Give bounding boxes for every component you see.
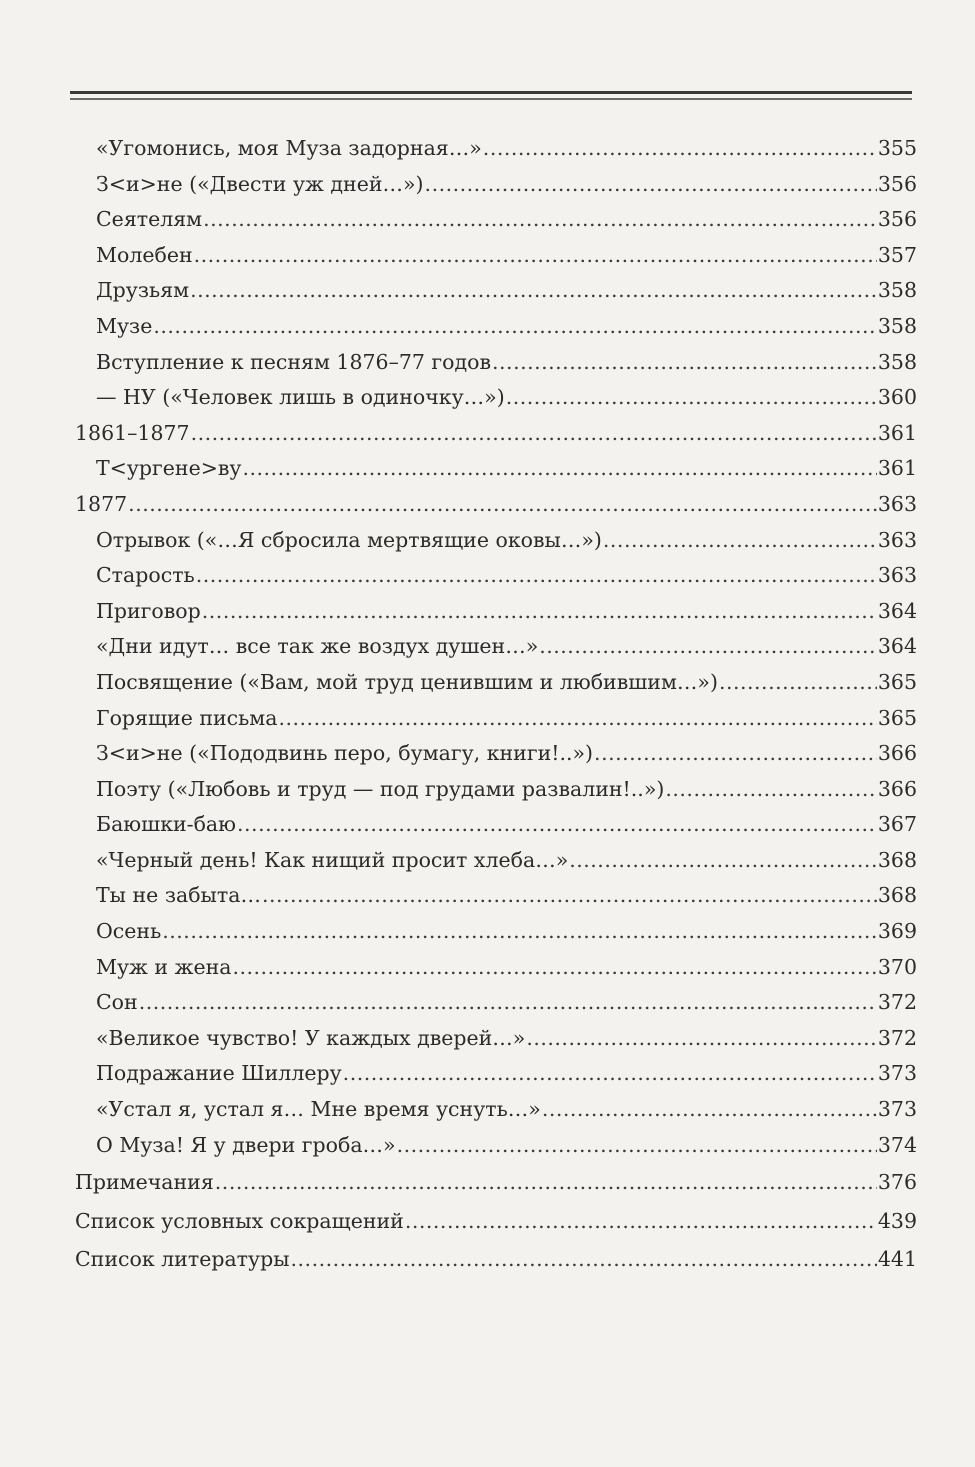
toc-entry-7 (72, 380, 917, 416)
toc-entry-14 (72, 629, 917, 665)
toc-leader-dots (603, 523, 877, 559)
toc-leader-dots (405, 1202, 877, 1241)
table-of-contents (72, 131, 917, 1279)
toc-entry-page: 372 (877, 990, 917, 1015)
toc-entry-page: 365 (877, 669, 917, 694)
toc-entry-19 (72, 807, 917, 843)
toc-leader-dots (196, 558, 877, 594)
toc-entry-page: 356 (877, 207, 917, 232)
toc-entry-title: «Дни идут… все так же воздух душен…» (96, 634, 539, 659)
toc-entry-18 (72, 772, 917, 808)
toc-entry-25 (72, 1021, 917, 1057)
toc-entry-page: 367 (877, 812, 917, 837)
toc-entry-21 (72, 878, 917, 914)
toc-entry-title: Список условных сокращений (75, 1208, 404, 1233)
toc-entry-title: Сон (96, 990, 138, 1015)
toc-leader-dots (202, 594, 877, 630)
toc-leader-dots (153, 309, 876, 345)
toc-entry-title: «Великое чувство! У каждых дверей…» (96, 1025, 526, 1050)
toc-entry-page: 358 (877, 349, 917, 374)
toc-entry-title: Список литературы (75, 1247, 290, 1272)
toc-entry-page: 374 (877, 1132, 917, 1157)
toc-entry-0 (72, 131, 917, 167)
toc-leader-dots (194, 238, 877, 274)
toc-leader-dots (232, 950, 876, 986)
toc-entry-1 (72, 167, 917, 203)
toc-leader-dots (278, 701, 876, 737)
toc-entry-title: З<и>не («Пододвинь перо, бумагу, книги!..») (96, 741, 594, 766)
toc-leader-dots (425, 167, 877, 203)
toc-leader-dots (242, 451, 876, 487)
toc-leader-dots (237, 807, 877, 843)
header-rule-secondary (70, 98, 912, 100)
toc-entry-13 (72, 594, 917, 630)
toc-leader-dots (719, 665, 877, 701)
toc-entry-page: 365 (877, 705, 917, 730)
toc-entry-31 (72, 1240, 917, 1279)
toc-entry-title: Муж и жена (96, 954, 232, 979)
toc-entry-title: Подражание Шиллеру (96, 1061, 342, 1086)
toc-entry-title: Т<ургене>ву (96, 456, 242, 481)
toc-entry-page: 372 (877, 1025, 917, 1050)
toc-entry-title: — НУ («Человек лишь в одиночку…») (96, 385, 505, 410)
toc-leader-dots (262, 878, 877, 914)
toc-entry-title: Поэту («Любовь и труд — под грудами развалин!..») (96, 776, 665, 801)
toc-entry-title: Посвящение («Вам, мой труд ценившим и любившим…») (96, 669, 718, 694)
toc-leader-dots (506, 380, 877, 416)
toc-leader-dots (203, 202, 877, 238)
toc-leader-dots (139, 985, 877, 1021)
toc-entry-page: 361 (877, 420, 917, 445)
toc-entry-page: 363 (877, 563, 917, 588)
toc-entry-23 (72, 950, 917, 986)
toc-leader-dots (542, 1092, 877, 1128)
toc-entry-6 (72, 345, 917, 381)
toc-leader-dots (343, 1056, 877, 1092)
toc-leader-dots (291, 1240, 877, 1279)
toc-entry-title: «Черный день! Как нищий просит хлеба…» (96, 847, 569, 872)
toc-entry-title: Старость (96, 563, 195, 588)
toc-entry-15 (72, 665, 917, 701)
toc-entry-2 (72, 202, 917, 238)
toc-entry-title: Примечания (75, 1170, 214, 1195)
toc-entry-title: «Угомонись, моя Муза задорная…» (96, 136, 482, 160)
toc-entry-page: 363 (877, 527, 917, 552)
toc-entry-page: 369 (877, 919, 917, 944)
toc-entry-title: З<и>не («Двести уж дней…») (96, 171, 424, 196)
toc-leader-dots (569, 843, 877, 879)
toc-entry-3 (72, 238, 917, 274)
toc-entry-page: 360 (877, 385, 917, 410)
toc-entry-28 (72, 1128, 917, 1164)
toc-entry-title: «Устал я, устал я… Мне время уснуть…» (96, 1097, 541, 1122)
toc-entry-26 (72, 1056, 917, 1092)
toc-entry-page: 364 (877, 598, 917, 623)
toc-entry-29 (72, 1163, 917, 1202)
toc-entry-title: 1861–1877 (75, 420, 190, 445)
toc-entry-10 (72, 487, 917, 523)
toc-leader-dots (162, 914, 877, 950)
toc-entry-4 (72, 273, 917, 309)
toc-entry-8 (72, 416, 917, 452)
toc-entry-title: Музе (96, 313, 153, 338)
toc-entry-page: 358 (877, 313, 917, 338)
toc-entry-9 (72, 451, 917, 487)
toc-entry-17 (72, 736, 917, 772)
toc-leader-dots (483, 131, 877, 167)
toc-leader-dots (190, 273, 877, 309)
toc-entry-page: 366 (877, 741, 917, 766)
toc-entry-page: 373 (877, 1061, 917, 1086)
toc-entry-page: 439 (877, 1208, 917, 1233)
toc-leader-dots (539, 629, 877, 665)
toc-entry-11 (72, 523, 917, 559)
toc-leader-dots (594, 736, 877, 772)
toc-entry-page: 441 (877, 1247, 917, 1272)
toc-entry-16 (72, 701, 917, 737)
toc-leader-dots (397, 1128, 877, 1164)
toc-entry-24 (72, 985, 917, 1021)
toc-entry-title: Молебен (96, 242, 193, 267)
toc-entry-title: Ты не забыта… (96, 883, 261, 908)
toc-entry-page: 356 (877, 171, 917, 196)
toc-entry-page: 368 (877, 847, 917, 872)
toc-entry-30 (72, 1202, 917, 1241)
toc-entry-page: 370 (877, 954, 917, 979)
toc-entry-page: 368 (877, 883, 917, 908)
toc-entry-title: 1877 (75, 491, 128, 516)
toc-entry-page: 366 (877, 776, 917, 801)
toc-entry-title: Приговор (96, 598, 201, 623)
toc-leader-dots (526, 1021, 877, 1057)
toc-entry-title: Вступление к песням 1876–77 годов (96, 349, 492, 374)
toc-leader-dots (665, 772, 876, 808)
toc-entry-27 (72, 1092, 917, 1128)
toc-leader-dots (215, 1163, 877, 1202)
toc-entry-page: 376 (877, 1170, 917, 1195)
toc-entry-page: 373 (877, 1097, 917, 1122)
toc-entry-title: Отрывок («…Я сбросила мертвящие оковы…») (96, 527, 602, 552)
toc-entry-page: 361 (877, 456, 917, 481)
header-rule (70, 91, 912, 94)
toc-entry-22 (72, 914, 917, 950)
toc-entry-page: 358 (877, 278, 917, 303)
toc-entry-title: Осень (96, 919, 162, 944)
toc-entry-page: 364 (877, 634, 917, 659)
toc-entry-page: 355 (877, 136, 917, 160)
toc-entry-title: Баюшки-баю (96, 812, 237, 837)
toc-leader-dots (191, 416, 877, 452)
toc-entry-page: 357 (877, 242, 917, 267)
toc-entry-title: Горящие письма (96, 705, 278, 730)
toc-leader-dots (492, 345, 877, 381)
toc-entry-title: О Муза! Я у двери гроба…» (96, 1132, 396, 1157)
toc-entry-20 (72, 843, 917, 879)
toc-entry-title: Друзьям (96, 278, 190, 303)
toc-entry-5 (72, 309, 917, 345)
toc-entry-page: 363 (877, 491, 917, 516)
toc-entry-title: Сеятелям (96, 207, 203, 232)
toc-entry-12 (72, 558, 917, 594)
toc-leader-dots (128, 487, 877, 523)
